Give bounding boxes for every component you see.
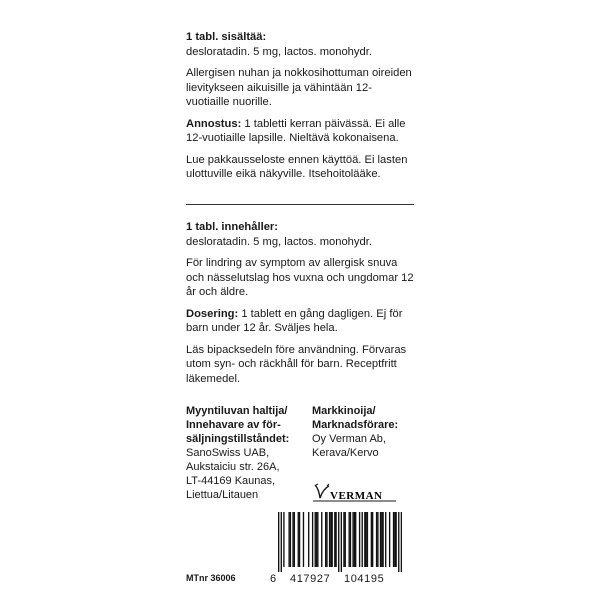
sv-indication: För lindring av symptom av allergisk snuva och nässelutslag hos vuxna och ungdomar 12 år och äldre.	[186, 257, 414, 298]
sv-dosage-text: 1 tablett en gång dagligen. Ej för barn under 12 år. Sväljes hela.	[186, 307, 403, 334]
barcode-bar	[395, 512, 396, 567]
barcode-bar	[332, 512, 333, 567]
barcode-bar	[350, 512, 351, 567]
barcode-bar	[380, 512, 381, 567]
barcode-bar	[298, 512, 299, 567]
barcode-bar	[288, 512, 289, 567]
logo-text: VERMAN	[330, 490, 383, 502]
barcode-left-group: 417927	[290, 573, 331, 585]
marketer-block	[312, 404, 412, 460]
barcode-bar	[376, 512, 377, 567]
marketer-name: Oy Verman Ab,	[312, 433, 386, 445]
verman-logo	[312, 482, 396, 504]
holder-label-1: Myyntiluvan haltija/	[186, 405, 288, 417]
barcode-bar	[398, 512, 399, 572]
fi-ingredients: desloratadin. 5 mg, lactos. monohydr.	[186, 45, 372, 58]
holder-country: Liettua/Litauen	[186, 489, 259, 501]
barcode-bar	[371, 512, 372, 567]
holder-city: LT-44169 Kaunas,	[186, 475, 276, 487]
finnish-section	[186, 30, 414, 182]
barcode-bars	[278, 512, 402, 572]
barcode-bar	[334, 512, 335, 567]
barcode-bar	[348, 512, 349, 567]
barcode-bar	[326, 512, 327, 567]
barcode-bar	[290, 512, 291, 567]
barcode-bar	[367, 512, 368, 567]
barcode-bar	[330, 512, 331, 567]
holder-block	[186, 404, 312, 502]
barcode-bar	[303, 512, 304, 567]
barcode-bar	[341, 512, 342, 572]
barcode-bar	[343, 512, 344, 567]
sv-dosage	[186, 307, 414, 336]
holder-street: Aukstaiciu str. 26A,	[186, 461, 280, 473]
barcode-bar	[292, 512, 293, 567]
barcode-bar	[394, 512, 395, 567]
barcode-bar	[401, 512, 402, 572]
fi-notice: Lue pakkausseloste ennen käyttöä. Ei lasten ulottuville eikä näkyville. Itsehoitolääke.	[186, 153, 408, 180]
barcode-bar	[345, 512, 346, 567]
fi-dosage	[186, 117, 414, 146]
barcode-bar	[317, 512, 318, 567]
fi-dosage-text: 1 tabletti kerran päivässä. Ei alle 12-vuotiaille lapsille. Nieltävä kokonaisena.	[186, 117, 406, 144]
swedish-section	[186, 220, 414, 386]
sv-notice: Läs bipacksedeln före användning. Förvaras utom syn- och räckhåll för barn. Receptfritt läkemedel.	[186, 343, 407, 385]
barcode-bar	[308, 512, 309, 567]
barcode-bar	[377, 512, 378, 567]
barcode-bar	[381, 512, 382, 567]
barcode-bar	[372, 512, 373, 567]
barcode-bar	[321, 512, 322, 567]
barcode-bar	[385, 512, 386, 567]
holder-label-3: säljningstillståndet:	[186, 433, 290, 445]
barcode-bar	[365, 512, 366, 567]
barcode-first-digit: 6	[270, 573, 277, 585]
barcode-bar	[335, 512, 336, 567]
barcode-right-group: 104195	[344, 573, 385, 585]
sv-heading: 1 tabl. innehåller:	[186, 221, 279, 233]
barcode-bar	[299, 512, 300, 567]
marketer-city: Kerava/Kervo	[312, 447, 379, 459]
barcode-bar	[325, 512, 326, 567]
barcode-bar	[359, 512, 360, 567]
barcode-bar	[315, 512, 316, 567]
barcode-bar	[312, 512, 313, 567]
sv-dosage-label: Dosering:	[186, 307, 239, 320]
section-divider	[186, 204, 414, 205]
barcode-bar	[354, 512, 355, 567]
barcode-bar	[382, 512, 383, 567]
mtnr-number: MTnr 36006	[186, 573, 236, 583]
barcode-bar	[338, 512, 339, 572]
barcode-bar	[393, 512, 394, 567]
barcode-bar	[362, 512, 363, 567]
holder-label-2: Innehavare av för-	[186, 419, 281, 431]
fi-indication: Allergisen nuhan ja nokkosihottuman oireiden lievitykseen aikuisille ja vähintään 12-vuotiaille nuorille.	[186, 67, 412, 108]
barcode-bar	[283, 512, 284, 567]
sv-ingredients: desloratadin. 5 mg, lactos. monohydr.	[186, 235, 372, 248]
holder-name: SanoSwiss UAB,	[186, 447, 270, 459]
barcode-bar	[281, 512, 282, 572]
marketer-label-1: Markkinoija/	[312, 405, 376, 417]
barcode-bar	[294, 512, 295, 567]
barcode-bar	[355, 512, 356, 567]
ean-barcode	[270, 512, 402, 585]
barcode-bar	[364, 512, 365, 567]
marketer-label-2: Marknadsförare:	[312, 419, 399, 431]
barcode-bar	[316, 512, 317, 567]
fi-heading: 1 tabl. sisältää:	[186, 31, 267, 43]
barcode-bar	[352, 512, 353, 567]
barcode-bar	[389, 512, 390, 567]
barcode-bar	[278, 512, 279, 572]
barcode-bar	[329, 512, 330, 567]
fi-dosage-label: Annostus:	[186, 117, 242, 130]
